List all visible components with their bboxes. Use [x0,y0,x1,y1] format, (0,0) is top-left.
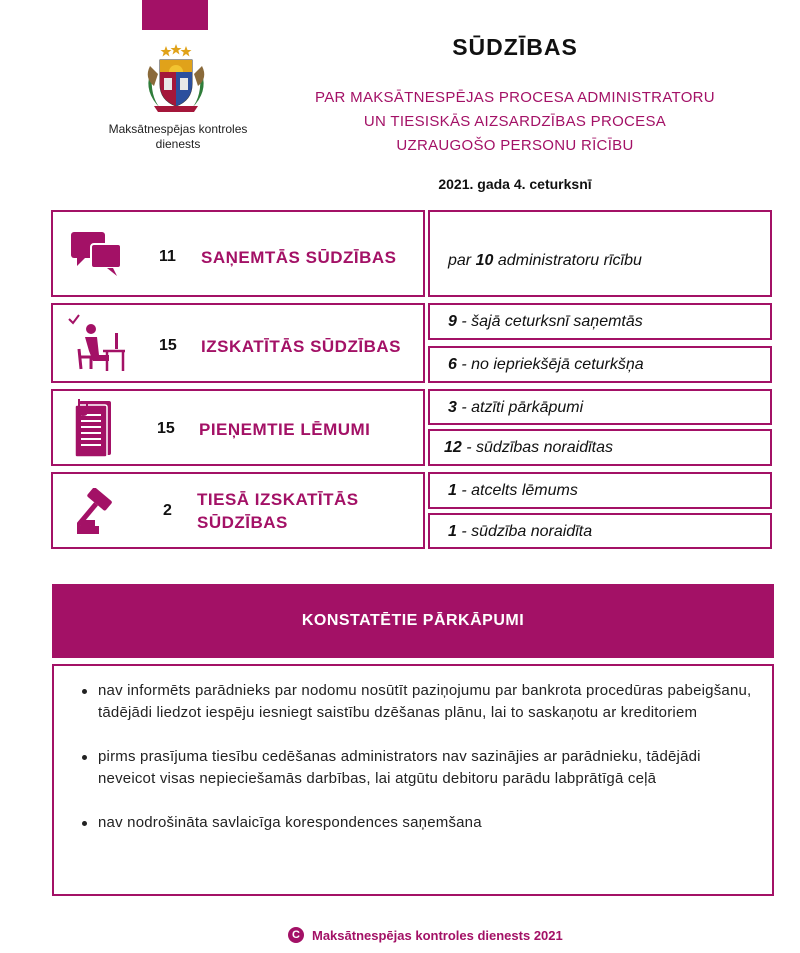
violations-list-box [52,664,774,896]
detail-text: 3 - atzīti pārkāpumi [448,399,584,416]
detail-text: 1 - atcelts lēmums [448,482,578,499]
detail-text: 9 - šajā ceturksnī saņemtās [448,313,643,330]
gavel-icon [77,488,127,536]
category-count: 15 [159,337,177,354]
category-court [51,472,425,549]
list-item: nav informēts parādnieks par nodomu nosūtīt paziņojumu par bankrota procedūras pabeigšanu, tādējādi liedzot iespēju iesniegt saistību dzēšanas plānu, lai to saskaņotu ar kreditoriem [98,680,758,724]
documents-icon [73,397,113,459]
category-label-line: SŪDZĪBAS [197,513,288,532]
category-label: SAŅEMTĀS SŪDZĪBAS [201,248,397,267]
page-title: SŪDZĪBAS [452,34,578,60]
detail-box [428,210,772,297]
detail-text: 6 - no iepriekšējā ceturkšņa [448,356,644,373]
detail-box [428,303,772,340]
detail-text: 12 - sūdzības noraidītas [444,439,613,456]
category-label: PIEŅEMTIE LĒMUMI [199,420,371,439]
detail-number: 1 [448,523,457,540]
detail-number: 1 [448,482,457,499]
category-label [197,488,359,534]
subtitle-line: UN TIESISKĀS AIZSARDZĪBAS PROCESA [363,113,667,130]
detail-box [428,513,772,549]
footer [288,925,608,945]
detail-number: 12 [444,439,462,456]
detail-text: 1 - sūdzība noraidīta [448,523,593,540]
violations-list [98,680,758,856]
list-item: nav nodrošināta savlaicīga korespondences saņemšana [98,812,758,834]
top-accent-bar [142,0,208,30]
detail-box [428,429,772,466]
category-count: 2 [163,502,172,519]
detail-box [428,346,772,383]
violations-heading: KONSTATĒTIE PĀRKĀPUMI [52,584,774,658]
subtitle-line: UZRAUGOŠO PERSONU RĪCĪBU [396,137,634,154]
category-decisions [51,389,425,466]
copyright-icon: C [288,927,304,943]
detail-number: 6 [448,356,457,373]
detail-number: 3 [448,399,457,416]
detail-box [428,389,772,425]
detail-number: 10 [475,252,494,269]
detail-text: par 10 administratoru rīcību [448,252,642,269]
list-item: pirms prasījuma tiesību cedēšanas administrators nav sazinājies ar parādnieku, tādējādi neveicot visas nepieciešamās darbības, lai atgūtu debitoru parādu labprātīgā ceļā [98,746,758,790]
category-label-line: TIESĀ IZSKATĪTĀS [197,490,359,509]
detail-box [428,472,772,509]
organization-name: Maksātnespējas kontroles dienests [108,122,248,151]
category-reviewed [51,303,425,383]
reporting-period: 2021. gada 4. ceturksnī [438,176,592,192]
person-at-desk-icon [67,311,127,377]
category-count: 11 [159,248,176,265]
detail-number: 9 [448,313,457,330]
chat-bubbles-icon [71,232,123,278]
category-received [51,210,425,297]
category-label: IZSKATĪTĀS SŪDZĪBAS [201,337,401,356]
coat-of-arms-icon [140,44,212,114]
subtitle-line: PAR MAKSĀTNESPĒJAS PROCESA ADMINISTRATORU [315,89,715,106]
category-count: 15 [157,420,175,437]
footer-text: Maksātnespējas kontroles dienests 2021 [312,927,563,943]
subtitle [290,86,740,158]
